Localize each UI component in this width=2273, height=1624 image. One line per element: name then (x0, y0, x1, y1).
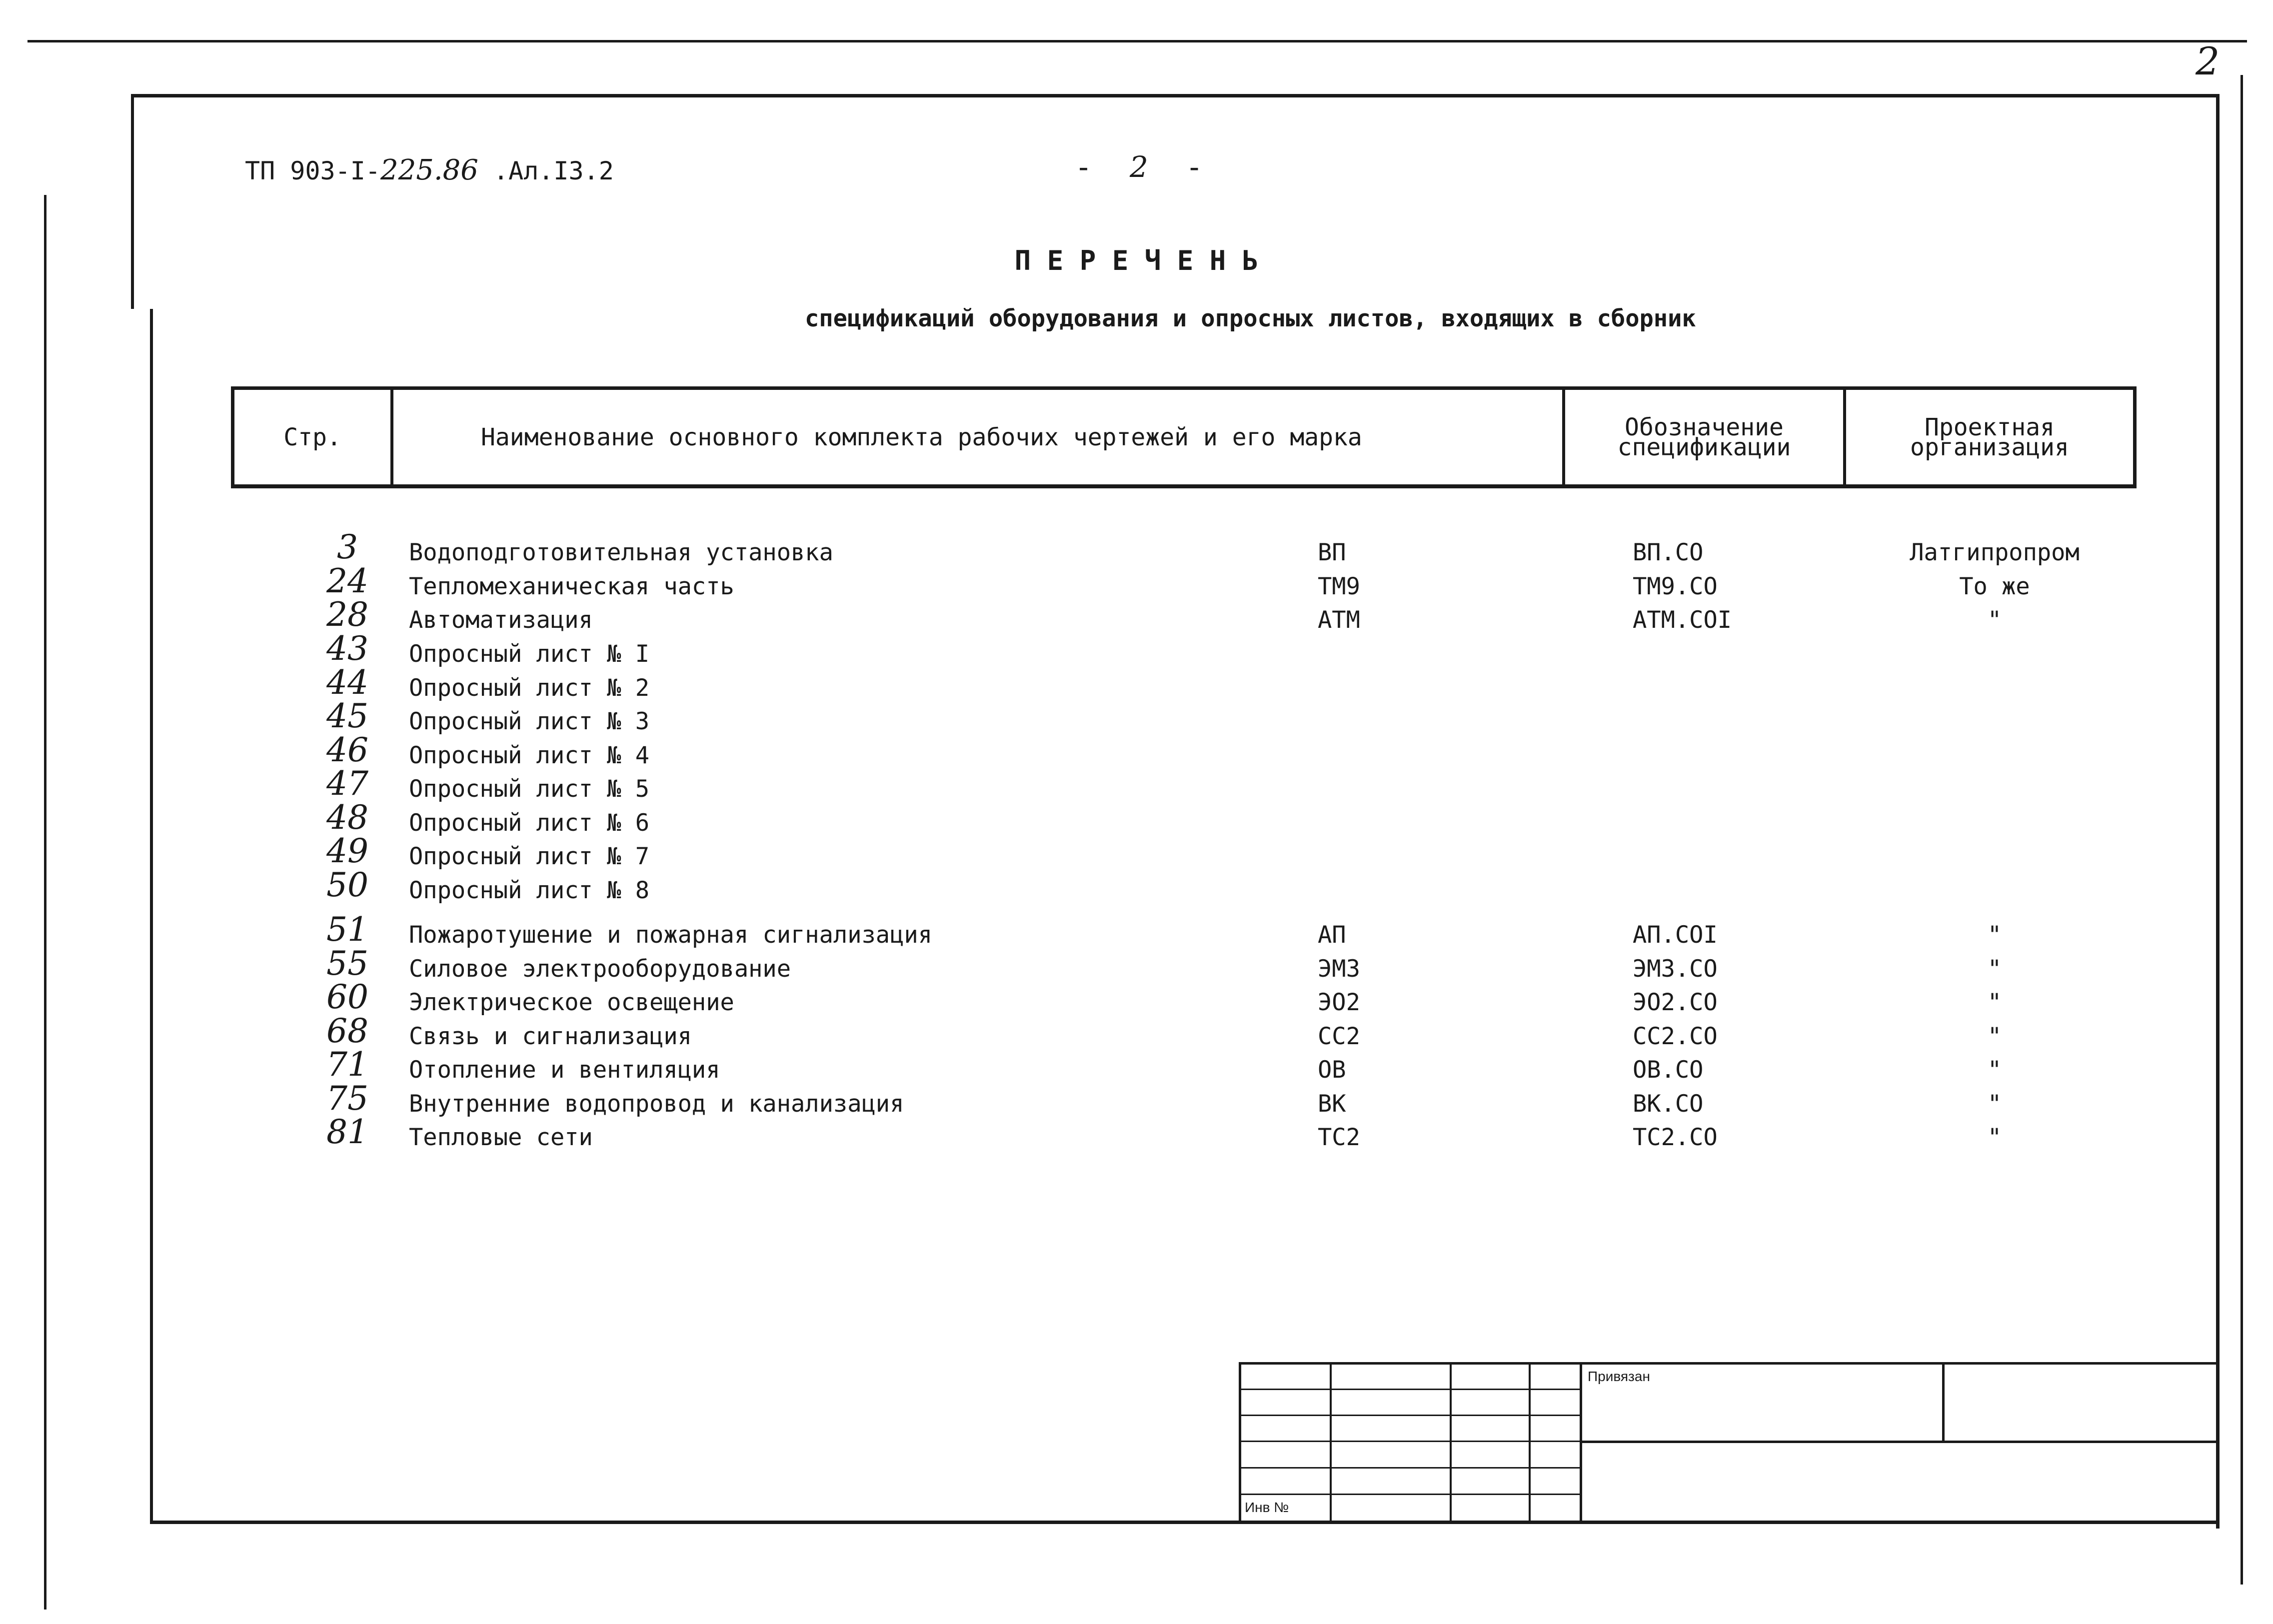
row-name: Опросный лист № I (409, 640, 650, 668)
row-name: Опросный лист № 8 (409, 877, 650, 904)
row-page: 50 (326, 866, 368, 904)
stamp-bound-label: Привязан (1588, 1369, 1650, 1384)
row-spec: СС2.СО (1633, 1023, 1718, 1050)
row-mark: ВП (1318, 539, 1346, 566)
table-row (0, 866, 2273, 906)
row-org: " (1987, 955, 2002, 983)
row-mark: ЭО2 (1318, 989, 1360, 1016)
stamp-line (1942, 1362, 1945, 1442)
stamp-line (1450, 1362, 1452, 1522)
header-spec-cell (1565, 390, 1843, 484)
header-org-line1: Проектная (1924, 413, 2055, 441)
row-name: Опросный лист № 3 (409, 708, 650, 735)
row-name: Пожаротушение и пожарная сигнализация (409, 921, 932, 949)
row-org: " (1987, 921, 2002, 949)
stamp-line (1239, 1362, 2216, 1365)
frame-left (131, 94, 134, 309)
row-page: 81 (326, 1113, 368, 1151)
row-org: Латгипропром (1910, 539, 2080, 566)
stamp-line (1239, 1494, 1581, 1495)
row-org: " (1987, 1090, 2002, 1118)
header-spec-line1: Обозначение (1625, 413, 1784, 441)
row-page: 47 (326, 764, 368, 803)
row-mark: ТМ9 (1318, 573, 1360, 600)
row-page: 48 (326, 798, 368, 837)
column-header-table (231, 386, 2137, 488)
page-number-value: 2 (1129, 150, 1148, 184)
table-row (0, 1113, 2273, 1153)
row-page: 3 (337, 528, 358, 566)
frame-top (131, 94, 2220, 97)
row-org: " (1987, 1124, 2002, 1151)
doc-code-handwritten: 225.86 (380, 154, 478, 186)
row-page: 44 (326, 663, 368, 702)
row-name: Водоподготовительная установка (409, 539, 833, 566)
header-org-cell (1846, 390, 2133, 484)
row-mark: ВК (1318, 1090, 1346, 1118)
row-mark: ТС2 (1318, 1124, 1360, 1151)
row-page: 45 (326, 697, 368, 735)
row-page: 46 (326, 731, 368, 769)
row-page: 60 (326, 978, 368, 1016)
row-name: Опросный лист № 2 (409, 674, 650, 702)
header-page-cell (234, 390, 390, 484)
document-heading: П Е Р Е Ч Е Н Ь (1014, 245, 1259, 276)
row-name: Опросный лист № 4 (409, 742, 650, 769)
row-org: То же (1959, 573, 2030, 600)
stamp-line (1529, 1362, 1531, 1522)
corner-sheet-number: 2 (2196, 39, 2220, 83)
row-org: " (1987, 1023, 2002, 1050)
stamp-line (1239, 1415, 1581, 1416)
row-org: " (1987, 606, 2002, 634)
sheet-top-edge (27, 40, 2247, 42)
frame-bottom (150, 1521, 2220, 1524)
row-page: 49 (326, 832, 368, 870)
row-spec: ТМ9.СО (1633, 573, 1718, 600)
header-name-cell (393, 390, 1558, 484)
row-spec: ОВ.СО (1633, 1056, 1704, 1084)
document-code (245, 154, 614, 186)
row-spec: ВК.СО (1633, 1090, 1704, 1118)
row-name: Внутренние водопровод и канализация (409, 1090, 904, 1118)
row-spec: ЭМЗ.СО (1633, 955, 1718, 983)
stamp-line (1239, 1467, 1581, 1469)
row-name: Связь и сигнализация (409, 1023, 692, 1050)
header-org-line2: организация (1910, 433, 2069, 461)
row-page: 75 (326, 1079, 368, 1118)
stamp-line (1239, 1362, 1241, 1522)
page-number (1075, 150, 1203, 184)
row-spec: АП.СОI (1633, 921, 1718, 949)
row-name: Отопление и вентиляция (409, 1056, 720, 1084)
stamp-line (1239, 1441, 1581, 1442)
row-spec: ТС2.СО (1633, 1124, 1718, 1151)
header-spec-line2: спецификации (1617, 433, 1791, 461)
row-spec: АТМ.СОI (1633, 606, 1732, 634)
row-page: 68 (326, 1012, 368, 1050)
row-page: 55 (326, 944, 368, 983)
row-name: Тепловые сети (409, 1124, 593, 1151)
header-name: Наименование основного комплекта рабочих чертежей и его марка (481, 423, 1362, 451)
row-mark: СС2 (1318, 1023, 1360, 1050)
row-spec: ЭО2.СО (1633, 989, 1718, 1016)
doc-code-prefix: ТП 903-I- (245, 156, 380, 185)
row-spec: ВП.СО (1633, 539, 1704, 566)
stamp-line (1580, 1441, 2217, 1443)
row-name: Опросный лист № 7 (409, 843, 650, 870)
row-page: 51 (326, 910, 368, 949)
row-name: Опросный лист № 5 (409, 775, 650, 803)
row-page: 43 (326, 629, 368, 668)
row-mark: ЭМЗ (1318, 955, 1360, 983)
doc-code-suffix: .Ал.I3.2 (478, 156, 614, 185)
row-page: 28 (326, 595, 368, 634)
row-mark: АТМ (1318, 606, 1360, 634)
row-name: Электрическое освещение (409, 989, 734, 1016)
row-page: 24 (326, 562, 368, 600)
row-mark: ОВ (1318, 1056, 1346, 1084)
header-page: Стр. (283, 423, 341, 451)
page-dash-left: - (1075, 150, 1092, 184)
document-subtitle: спецификаций оборудования и опросных листов, входящих в сборник (805, 305, 1696, 332)
frame-left-lower (150, 309, 153, 1524)
stamp-line (1239, 1389, 1581, 1390)
row-page: 71 (326, 1045, 368, 1084)
row-name: Опросный лист № 6 (409, 809, 650, 837)
row-mark: АП (1318, 921, 1346, 949)
stamp-inventory-label: Инв № (1245, 1500, 1289, 1515)
row-name: Тепломеханическая часть (409, 573, 734, 600)
row-name: Автоматизация (409, 606, 593, 634)
row-name: Силовое электрооборудование (409, 955, 791, 983)
row-org: " (1987, 1056, 2002, 1084)
row-org: " (1987, 989, 2002, 1016)
page-dash-right: - (1185, 150, 1203, 184)
stamp-line (1330, 1362, 1332, 1522)
